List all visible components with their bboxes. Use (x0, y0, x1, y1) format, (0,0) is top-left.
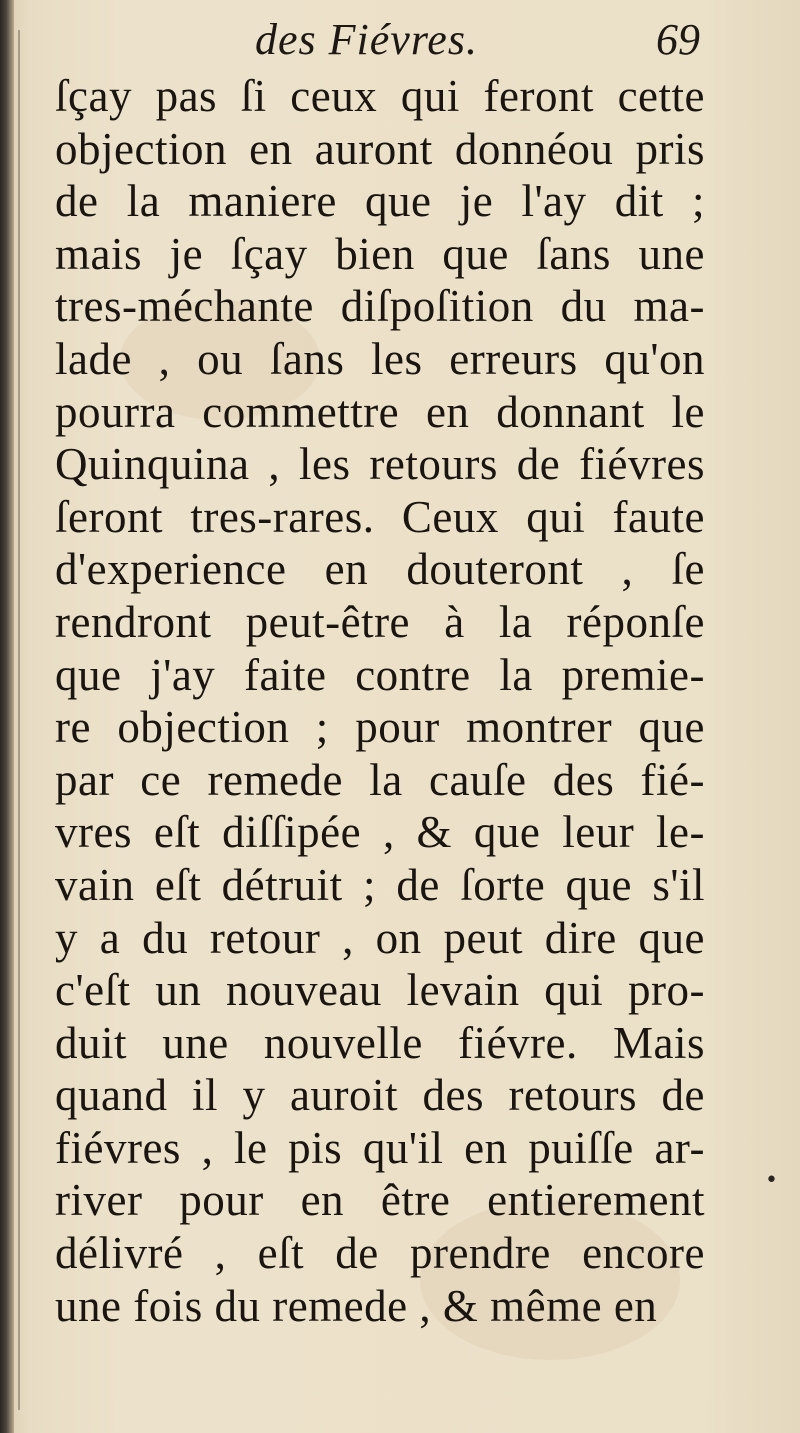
text-line: rendront peut-être à la réponſe (55, 596, 705, 647)
text-line: vain eſt détruit ; de ſorte que s'il (55, 859, 705, 910)
text-line: quand il y auroit des retours de (55, 1070, 705, 1121)
text-line: river pour en être entierement (55, 1175, 705, 1226)
body-text (55, 70, 705, 1332)
text-line: délivré , eſt de prendre encore (55, 1228, 705, 1279)
text-line: duit une nouvelle fiévre. Mais (55, 1017, 705, 1068)
text-line: de la maniere que je l'ay dit ; (55, 176, 705, 227)
catchmark: • (765, 1168, 778, 1193)
text-line: vres eſt diſſipée , & que leur le- (55, 807, 705, 858)
running-head (60, 14, 700, 74)
text-line: pourra commettre en donnant le (55, 386, 705, 437)
text-line: tres-méchante diſpoſition du ma- (55, 281, 705, 332)
text-line: mais je ſçay bien que ſans une (55, 228, 705, 279)
gutter-shadow (18, 30, 20, 1410)
text-line: une fois du remede , & même en (55, 1280, 658, 1331)
text-line: y a du retour , on peut dire que (55, 912, 705, 963)
text-line: lade , ou ſans les erreurs qu'on (55, 333, 705, 384)
text-line: d'experience en douteront , ſe (55, 544, 705, 595)
binding-edge (0, 0, 14, 1433)
text-line: Quinquina , les retours de fiévres (55, 439, 705, 490)
text-line: fiévres , le pis qu'il en puiſſe ar- (55, 1122, 705, 1173)
running-title: des Fiévres. (255, 15, 478, 64)
text-line: c'eſt un nouveau levain qui pro- (55, 965, 705, 1016)
text-line: ſçay pas ſi ceux qui feront cette (55, 71, 705, 121)
text-line: que j'ay faite contre la premie- (55, 649, 705, 700)
text-line: par ce remede la cauſe des fié- (55, 754, 705, 805)
text-line: ſeront tres-rares. Ceux qui faute (55, 491, 705, 542)
text-line: objection en auront donnéou pris (55, 123, 705, 174)
text-line: re objection ; pour montrer que (55, 702, 705, 753)
page-number: 69 (656, 15, 700, 64)
